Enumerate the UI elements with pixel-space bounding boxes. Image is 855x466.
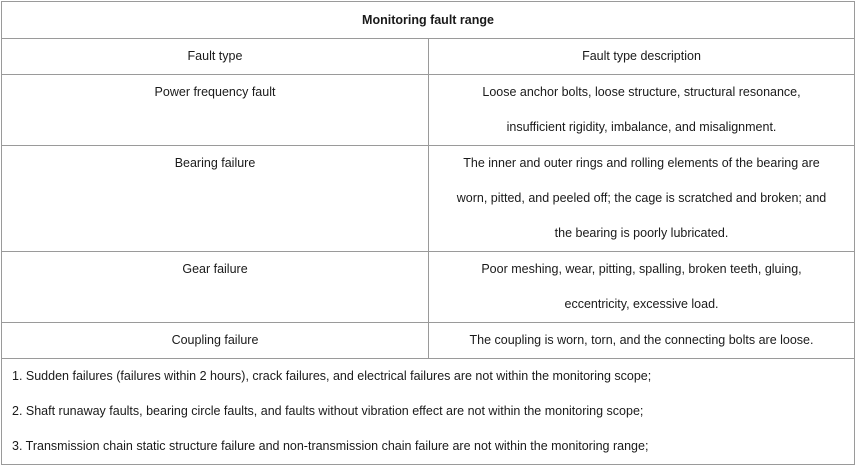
table-row <box>2 323 855 359</box>
fault-description-cell <box>429 146 855 252</box>
description-line: the bearing is poorly lubricated. <box>554 226 729 240</box>
table-row <box>2 252 855 323</box>
description-line: Poor meshing, wear, pitting, spalling, broken teeth, gluing, <box>481 262 802 276</box>
header-fault-type: Fault type <box>2 39 429 75</box>
note-item: 2. Shaft runaway faults, bearing circle faults, and faults without vibration effect are not within the monitoring scope; <box>12 404 644 418</box>
monitoring-fault-table <box>1 1 855 465</box>
note-item: 1. Sudden failures (failures within 2 hours), crack failures, and electrical failures are not within the monitoring scope; <box>12 369 652 383</box>
table-title: Monitoring fault range <box>2 2 855 39</box>
fault-type-cell: Power frequency fault <box>2 75 429 146</box>
table-header-row <box>2 39 855 75</box>
document <box>1 1 854 464</box>
table-title-row <box>2 2 855 39</box>
description-line: The inner and outer rings and rolling elements of the bearing are <box>463 156 820 170</box>
fault-description-cell <box>429 323 855 359</box>
description-line: Loose anchor bolts, loose structure, structural resonance, <box>482 85 801 99</box>
notes-row <box>2 359 855 465</box>
fault-type-cell: Bearing failure <box>2 146 429 252</box>
header-fault-description: Fault type description <box>429 39 855 75</box>
description-line: worn, pitted, and peeled off; the cage is scratched and broken; and <box>456 191 827 205</box>
notes-cell <box>2 359 855 465</box>
description-line: eccentricity, excessive load. <box>564 297 719 311</box>
fault-description-cell <box>429 252 855 323</box>
fault-type-cell: Gear failure <box>2 252 429 323</box>
description-line: The coupling is worn, torn, and the connecting bolts are loose. <box>469 333 814 347</box>
fault-description-cell <box>429 75 855 146</box>
note-item: 3. Transmission chain static structure failure and non-transmission chain failure are not within the monitoring range; <box>12 439 649 453</box>
fault-type-cell: Coupling failure <box>2 323 429 359</box>
description-line: insufficient rigidity, imbalance, and misalignment. <box>506 120 777 134</box>
table-row <box>2 146 855 252</box>
table-row <box>2 75 855 146</box>
